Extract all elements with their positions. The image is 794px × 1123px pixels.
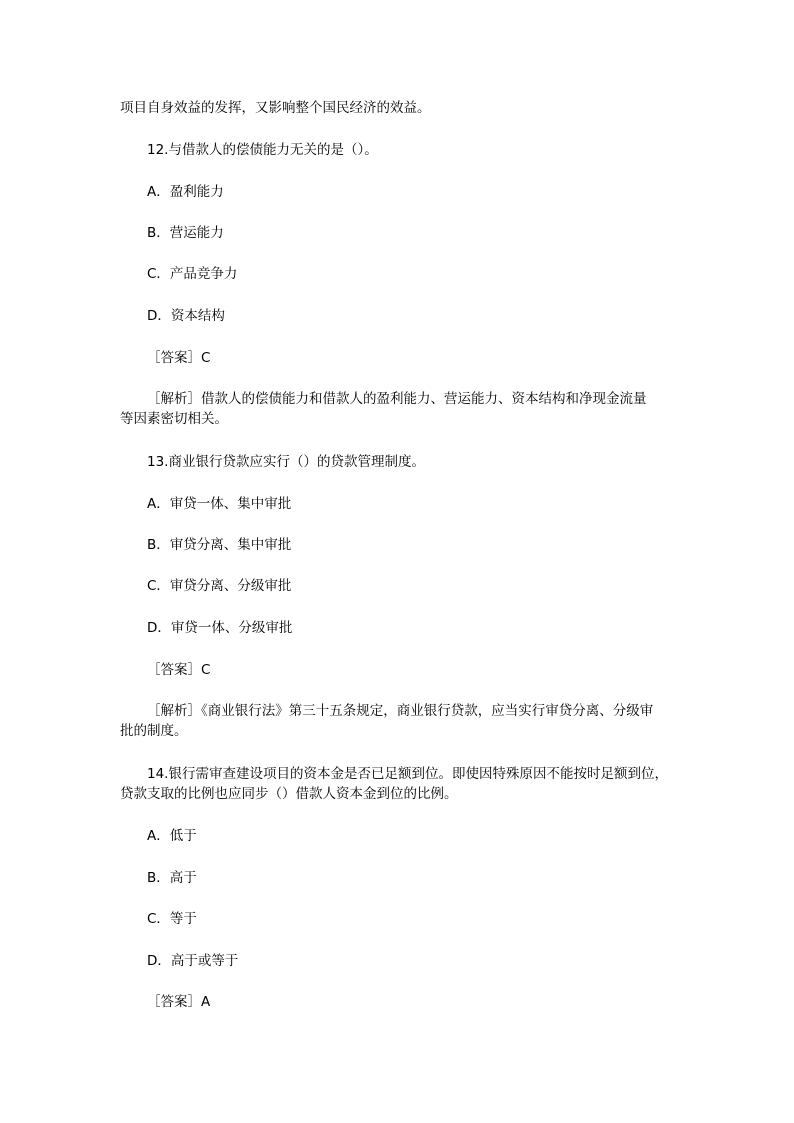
q13-analysis-line2: 批的制度。 xyxy=(120,723,188,739)
q12-option-a: A．盈利能力 xyxy=(147,184,224,200)
q12-option-d: D．资本结构 xyxy=(147,308,225,324)
q13-option-c: C．审贷分离、分级审批 xyxy=(147,578,292,594)
q13-analysis-line1: ［解析］《商业银行法》第三十五条规定，商业银行贷款，应当实行审贷分离、分级审 xyxy=(147,703,654,719)
q14-answer: ［答案］A xyxy=(147,994,211,1010)
q13-option-d: D．审贷一体、分级审批 xyxy=(147,620,293,636)
q14-option-d: D．高于或等于 xyxy=(147,953,239,969)
q14-option-a: A．低于 xyxy=(147,828,197,844)
question-14-line1: 14.银行需审查建设项目的资本金是否已足额到位。即使因特殊原因不能按时足额到位， xyxy=(147,766,668,782)
question-13: 13.商业银行贷款应实行（）的贷款管理制度。 xyxy=(147,454,425,470)
q13-option-b: B．审贷分离、集中审批 xyxy=(147,537,292,553)
q12-answer: ［答案］C xyxy=(147,350,211,366)
question-12: 12.与借款人的偿债能力无关的是（）。 xyxy=(147,142,378,158)
q13-option-a: A．审贷一体、集中审批 xyxy=(147,496,292,512)
q13-answer: ［答案］C xyxy=(147,662,211,678)
q14-option-c: C．等于 xyxy=(147,911,197,927)
q12-analysis-line1: ［解析］借款人的偿债能力和借款人的盈利能力、营运能力、资本结构和净现金流量 xyxy=(147,391,647,407)
q12-option-c: C．产品竞争力 xyxy=(147,266,238,282)
intro-line: 项目自身效益的发挥，又影响整个国民经济的效益。 xyxy=(120,100,431,116)
q12-option-b: B．营运能力 xyxy=(147,225,224,241)
q12-analysis-line2: 等因素密切相关。 xyxy=(120,411,228,427)
q14-option-b: B．高于 xyxy=(147,870,197,886)
question-14-line2: 贷款支取的比例也应同步（）借款人资本金到位的比例。 xyxy=(120,786,458,802)
